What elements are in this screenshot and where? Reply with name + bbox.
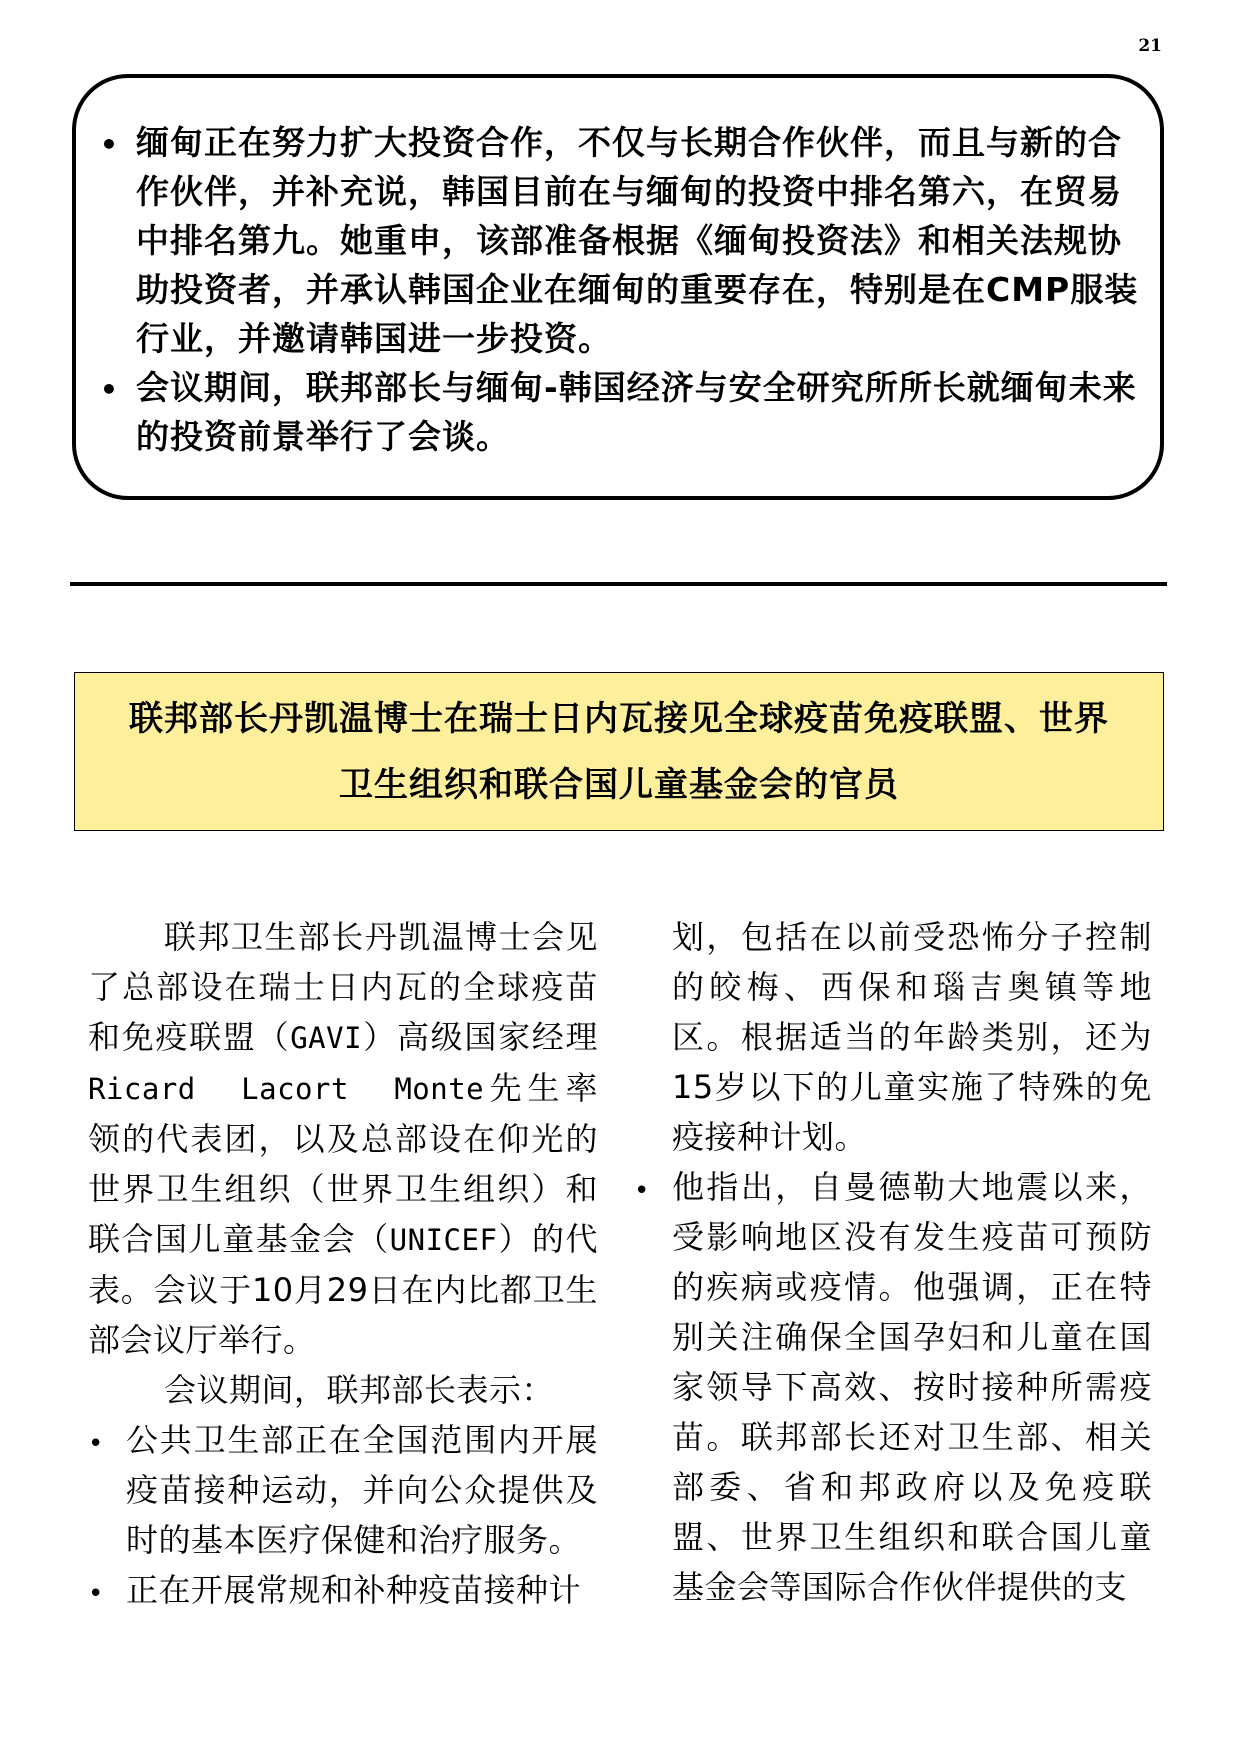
headline-line-2: 卫生组织和联合国儿童基金会的官员: [339, 764, 899, 805]
intro-text-part: 联邦卫生部长丹凯温博士会见了总部设在瑞士日内瓦的全球疫苗和免疫联盟（: [88, 918, 598, 1056]
summary-bullet: [100, 118, 1140, 363]
minister-said-paragraph: 会议期间，联邦部长表示：: [164, 1371, 555, 1409]
article-headline-box: [74, 672, 1164, 831]
intro-paragraph: [88, 912, 598, 1365]
section-divider: [70, 582, 1167, 586]
summary-box: [72, 74, 1164, 500]
bullet-icon: •: [88, 1429, 104, 1459]
summary-bullet-text: 会议期间，联邦部长与缅甸-韩国经济与安全研究所所长就缅甸未来的投资前景举行了会谈。: [136, 368, 1137, 456]
body-bullet-text: 公共卫生部正在全国范围内开展疫苗接种运动，并向公众提供及时的基本医疗保健和治疗服务。: [126, 1421, 598, 1559]
right-bullet-list: [634, 1162, 1152, 1612]
summary-bullet-text: 缅甸正在努力扩大投资合作，不仅与长期合作伙伴，而且与新的合作伙伴，并补充说，韩国目前在与缅甸的投资中排名第六，在贸易中排名第九。她重申，该部准备根据《缅甸投资法》和相关法规协助投资者，并承认韩国企业在缅甸的重要存在，特别是在CMP服装行业，并邀请韩国进一步投资。: [136, 123, 1139, 358]
person-name: Ricard Lacort Monte: [88, 1072, 485, 1106]
summary-bullet-list: [76, 78, 1160, 461]
body-bullet: [88, 1415, 598, 1565]
gavi-acronym: GAVI: [290, 1021, 363, 1055]
intro-text-part: 先生率领的代表团，以及总部设在仰光的世界卫生组织（世界卫生组织）和联合国儿童基金会（: [88, 1069, 598, 1258]
body-bullet: [88, 1565, 598, 1615]
intro-text-part: ）高级国家经理: [362, 1018, 598, 1056]
article-right-column: [634, 912, 1152, 1612]
summary-bullet: [100, 363, 1140, 461]
bullet-icon: •: [88, 1579, 104, 1609]
page-number: 21: [1138, 36, 1162, 56]
article-left-column: [88, 912, 598, 1615]
bullet-icon: •: [100, 128, 119, 161]
left-bullet-list: [88, 1415, 598, 1615]
intro-text-part: ）的代表。会议于10月29日在内比都卫生部会议厅举行。: [88, 1220, 598, 1359]
body-bullet-text: 他指出，自曼德勒大地震以来，受影响地区没有发生疫苗可预防的疾病或疫情。他强调，正在特别关注确保全国孕妇和儿童在国家领导下高效、按时接种所需疫苗。联邦部长还对卫生部、相关部委、省和邦政府以及免疫联盟、世界卫生组织和联合国儿童基金会等国际合作伙伴提供的支: [672, 1168, 1152, 1606]
body-bullet: [634, 1162, 1152, 1612]
bullet-icon: •: [100, 373, 119, 406]
bullet-icon: •: [634, 1176, 650, 1206]
unicef-acronym: UNICEF: [389, 1223, 498, 1257]
article-headline: [129, 686, 1109, 818]
headline-line-1: 联邦部长丹凯温博士在瑞士日内瓦接见全球疫苗免疫联盟、世界: [129, 698, 1109, 739]
continuation-paragraph: 划，包括在以前受恐怖分子控制的皎梅、西保和瑙吉奥镇等地区。根据适当的年龄类别，还为15岁以下的儿童实施了特殊的免疫接种计划。: [672, 918, 1152, 1156]
body-bullet-text: 正在开展常规和补种疫苗接种计: [126, 1571, 582, 1609]
